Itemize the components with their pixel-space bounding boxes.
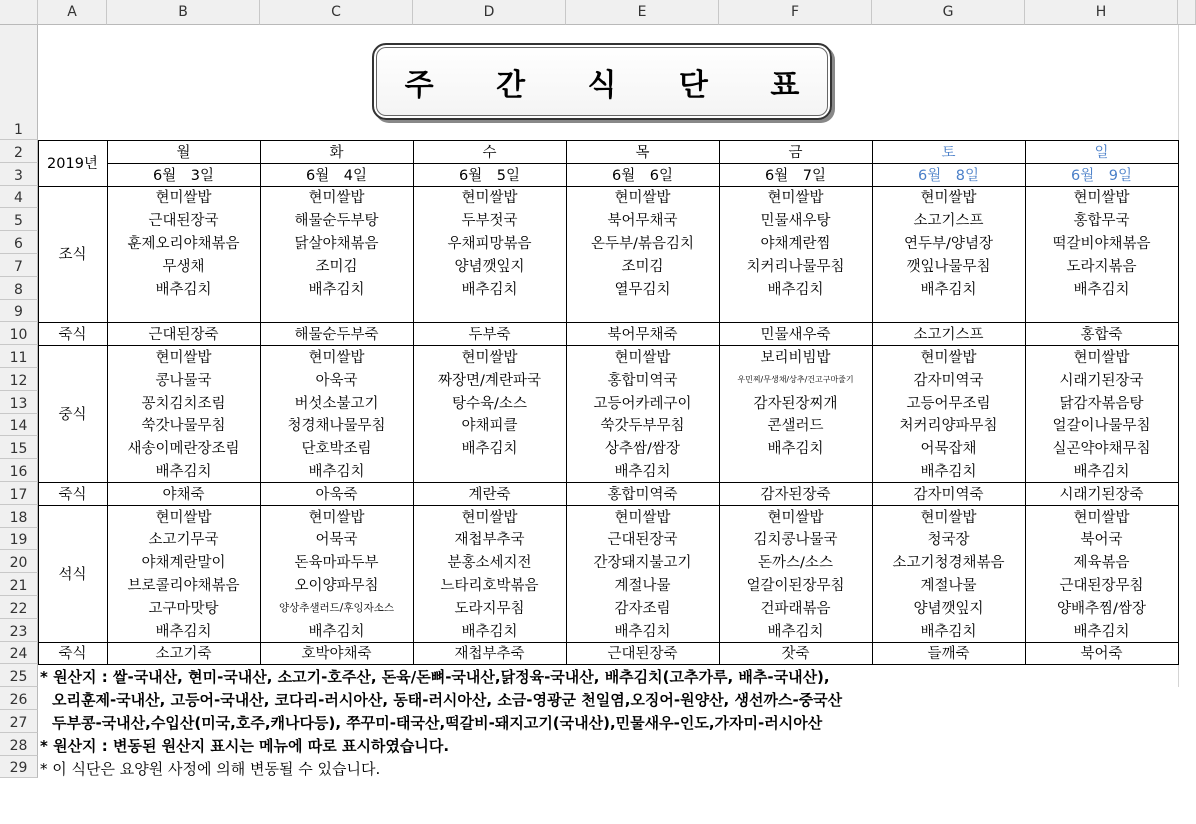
row-header-9[interactable]: 9: [0, 300, 38, 323]
menu-item: 북어무채국: [607, 213, 678, 230]
menu-item: 김치콩나물국: [753, 532, 838, 549]
menu-item: 현미쌀밥: [308, 350, 365, 367]
row-header-18[interactable]: 18: [0, 505, 38, 528]
menu-item: 두부젓국: [461, 213, 518, 230]
meal-label-porridge3: 죽식: [58, 646, 87, 663]
day-6: 토: [941, 144, 956, 161]
row-header-28[interactable]: 28: [0, 733, 38, 756]
menu-item: 짜장면/계란파국: [438, 372, 541, 389]
row-header-3[interactable]: 3: [0, 163, 38, 186]
menu-item: 현미쌀밥: [308, 509, 365, 526]
menu-item: 시래기된장국: [1059, 372, 1144, 389]
menu-item: 현미쌀밥: [767, 509, 824, 526]
row-header-1[interactable]: 1: [0, 25, 38, 140]
menu-item: 보리비빔밥: [760, 350, 831, 367]
menu-item: 배추김치: [461, 623, 518, 640]
day-3: 수: [482, 144, 497, 161]
menu-item: 재첩부추국: [454, 532, 525, 549]
menu-item: 소고기청경채볶음: [892, 555, 1005, 572]
menu-item: 민물새우탕: [760, 213, 831, 230]
menu-item: 치커리나물무침: [746, 258, 845, 275]
menu-item: 현미쌀밥: [767, 190, 824, 207]
menu-item: 깻잎나물무침: [906, 258, 991, 275]
day-1: 월: [176, 144, 191, 161]
table-border: [719, 140, 720, 664]
day-2: 화: [329, 144, 344, 161]
menu-item: 브로콜리야채볶음: [127, 578, 240, 595]
select-all-corner[interactable]: [0, 0, 38, 25]
porridge-item: 홍합죽: [1080, 327, 1123, 344]
row-header-13[interactable]: 13: [0, 391, 38, 414]
row-header-15[interactable]: 15: [0, 436, 38, 459]
porridge-item: 홍합미역죽: [607, 486, 678, 503]
date-6: 6월 8일: [918, 167, 979, 184]
menu-item: 버섯소불고기: [294, 395, 379, 412]
note-line: * 이 식단은 요양원 사정에 의해 변동될 수 있습니다.: [40, 759, 381, 778]
porridge-item: 북어무채죽: [607, 327, 678, 344]
menu-item: 쑥갓두부무침: [600, 418, 685, 435]
menu-item: 상추쌈/쌈장: [605, 441, 680, 458]
table-border: [38, 186, 1179, 187]
row-header-26[interactable]: 26: [0, 687, 38, 710]
menu-item: 고등어무조림: [906, 395, 991, 412]
row-header-16[interactable]: 16: [0, 459, 38, 482]
menu-item: 도라지볶음: [1066, 258, 1137, 275]
table-border: [260, 140, 261, 664]
date-5: 6월 7일: [765, 167, 826, 184]
porridge-item: 민물새우죽: [760, 327, 831, 344]
table-border: [38, 345, 1179, 346]
menu-item: 현미쌀밥: [155, 509, 212, 526]
menu-item: 얼갈이된장무침: [746, 578, 845, 595]
menu-item: 현미쌀밥: [614, 190, 671, 207]
table-border: [38, 642, 1179, 643]
menu-item: 닭감자볶음탕: [1059, 395, 1144, 412]
porridge-item: 근대된장죽: [148, 327, 219, 344]
table-border: [1025, 140, 1026, 664]
menu-item: [107, 300, 260, 323]
column-header-G[interactable]: G: [872, 0, 1025, 25]
menu-item: 계절나물: [920, 578, 977, 595]
menu-item: 현미쌀밥: [920, 509, 977, 526]
menu-item: 실곤약야채무침: [1052, 441, 1151, 458]
menu-item: 현미쌀밥: [614, 350, 671, 367]
menu-item: 어묵국: [315, 532, 358, 549]
menu-item: 어묵잡채: [920, 441, 977, 458]
table-border: [107, 163, 1179, 164]
menu-item: 배추김치: [920, 464, 977, 481]
menu-item: 배추김치: [308, 464, 365, 481]
menu-item: 감자미역국: [913, 372, 984, 389]
menu-item: 감자된장찌개: [753, 395, 838, 412]
menu-item: 현미쌀밥: [155, 350, 212, 367]
menu-item: 근대된장무침: [1059, 578, 1144, 595]
meal-label-porridge1: 죽식: [58, 327, 87, 344]
menu-item: 분홍소세지전: [447, 555, 532, 572]
note-line: * 원산지 : 쌀-국내산, 현미-국내산, 소고기-호주산, 돈육/돈뼈-국내산,닭정육-국내산, 배추김치(고추가루, 배추-국내산),: [40, 668, 830, 687]
date-7: 6월 9일: [1071, 167, 1132, 184]
menu-item: [260, 300, 413, 323]
table-border: [38, 322, 1179, 323]
meal-label-lunch: 중식: [58, 407, 87, 424]
date-1: 6월 3일: [153, 167, 214, 184]
row-header-25[interactable]: 25: [0, 664, 38, 687]
menu-item: 현미쌀밥: [1073, 190, 1130, 207]
meal-label-dinner: 석식: [58, 566, 87, 583]
row-header-24[interactable]: 24: [0, 642, 38, 665]
meal-label-porridge2: 죽식: [58, 486, 87, 503]
menu-item: 배추김치: [308, 281, 365, 298]
menu-item: 청국장: [927, 532, 970, 549]
column-header-A[interactable]: A: [38, 0, 107, 25]
column-header-filler: [1178, 0, 1196, 25]
porridge-item: 아욱죽: [315, 486, 358, 503]
table-border: [38, 140, 39, 664]
menu-item: 해물순두부탕: [294, 213, 379, 230]
menu-item: 돈까스/소스: [758, 555, 833, 572]
menu-item: 얼갈이나물무침: [1052, 418, 1151, 435]
column-header-H[interactable]: H: [1025, 0, 1178, 25]
row-header-4[interactable]: 4: [0, 186, 38, 209]
day-5: 금: [788, 144, 803, 161]
table-border: [872, 140, 873, 664]
porridge-item: 감자미역죽: [913, 486, 984, 503]
menu-item: [566, 300, 719, 323]
menu-item: 홍합미역국: [607, 372, 678, 389]
menu-item: 단호박조림: [301, 441, 372, 458]
menu-item: 고구마맛탕: [148, 600, 219, 617]
porridge-item: 두부죽: [468, 327, 511, 344]
menu-item: 양상추샐러드/후잉자소스: [278, 601, 395, 614]
table-border: [38, 140, 1179, 141]
menu-item: [413, 300, 566, 323]
menu-item: 배추김치: [1073, 464, 1130, 481]
row-header-7[interactable]: 7: [0, 254, 38, 277]
table-border: [413, 140, 414, 664]
date-3: 6월 5일: [459, 167, 520, 184]
menu-item: 느타리호박볶음: [440, 578, 539, 595]
menu-item: 배추김치: [155, 623, 212, 640]
menu-item: 현미쌀밥: [920, 350, 977, 367]
menu-item: 배추김치: [308, 623, 365, 640]
row-header-2[interactable]: 2: [0, 140, 38, 163]
menu-item: 배추김치: [461, 281, 518, 298]
menu-item: 떡갈비야채볶음: [1052, 236, 1151, 253]
menu-item: 아욱국: [315, 372, 358, 389]
row-header-11[interactable]: 11: [0, 345, 38, 368]
day-7: 일: [1094, 144, 1109, 161]
menu-item: 조미김: [315, 258, 358, 275]
column-header-B[interactable]: B: [107, 0, 260, 25]
menu-item: 계절나물: [614, 578, 671, 595]
menu-item: 연두부/양념장: [904, 236, 993, 253]
menu-item: 현미쌀밥: [308, 190, 365, 207]
table-border: [1178, 140, 1179, 664]
menu-item: 근대된장국: [607, 532, 678, 549]
menu-item: 도라지무침: [454, 600, 525, 617]
porridge-item: 시래기된장죽: [1059, 486, 1144, 503]
menu-item: 배추김치: [614, 464, 671, 481]
porridge-item: 해물순두부죽: [294, 327, 379, 344]
menu-item: 배추김치: [461, 441, 518, 458]
row-header-19[interactable]: 19: [0, 528, 38, 551]
menu-item: 온두부/볶음김치: [591, 236, 694, 253]
menu-item: 탕수육/소스: [452, 395, 527, 412]
row-header-5[interactable]: 5: [0, 208, 38, 231]
menu-item: 콘샐러드: [767, 418, 824, 435]
menu-item: [872, 300, 1025, 323]
menu-item: 쑥갓나물무침: [141, 418, 226, 435]
row-header-21[interactable]: 21: [0, 573, 38, 596]
column-header-D[interactable]: D: [413, 0, 566, 25]
porridge-item: 감자된장죽: [760, 486, 831, 503]
menu-item: 배추김치: [920, 281, 977, 298]
menu-item: 현미쌀밥: [461, 190, 518, 207]
row-header-23[interactable]: 23: [0, 619, 38, 642]
menu-item: [719, 300, 872, 323]
menu-item: 현미쌀밥: [461, 350, 518, 367]
menu-item: 현미쌀밥: [614, 509, 671, 526]
porridge-item: 잣죽: [781, 646, 810, 663]
menu-item: 무생채: [162, 258, 205, 275]
menu-item: 열무김치: [614, 281, 671, 298]
note-line: 두부콩-국내산,수입산(미국,호주,캐나다등), 쭈꾸미-태국산,떡갈비-돼지고기(국내산),민물새우-인도,가자미-러시아산: [52, 714, 823, 732]
porridge-item: 계란죽: [468, 486, 511, 503]
menu-title-box: [372, 43, 832, 120]
menu-item: 양념깻잎지: [454, 258, 525, 275]
menu-item: 현미쌀밥: [155, 190, 212, 207]
menu-item: 콩나물국: [155, 372, 212, 389]
date-4: 6월 6일: [612, 167, 673, 184]
column-header-E[interactable]: E: [566, 0, 719, 25]
menu-item: 우민찌/무생채/상추/건고구마줄기: [737, 374, 854, 384]
table-border: [38, 505, 1179, 506]
porridge-item: 소고기스프: [913, 327, 984, 344]
table-border: [566, 140, 567, 664]
menu-item: 야채계란말이: [141, 555, 226, 572]
menu-item: 소고기스프: [913, 213, 984, 230]
menu-item: 돈육마파두부: [294, 555, 379, 572]
row-header-6[interactable]: 6: [0, 231, 38, 254]
row-header-27[interactable]: 27: [0, 710, 38, 733]
menu-item: 배추김치: [155, 281, 212, 298]
menu-item: 간장돼지불고기: [593, 555, 692, 572]
day-4: 목: [635, 144, 650, 161]
menu-item: 야채계란찜: [760, 236, 831, 253]
menu-item: 소고기무국: [148, 532, 219, 549]
table-border: [38, 664, 1179, 665]
column-header-C[interactable]: C: [260, 0, 413, 25]
page-title: 주 간 식 단 표: [404, 67, 826, 103]
menu-item: 배추김치: [920, 623, 977, 640]
column-header-F[interactable]: F: [719, 0, 872, 25]
menu-item: 배추김치: [767, 281, 824, 298]
row-header-29[interactable]: 29: [0, 756, 38, 779]
menu-item: 현미쌀밥: [920, 190, 977, 207]
menu-item: 오이양파무침: [294, 578, 379, 595]
porridge-item: 호박야채죽: [301, 646, 372, 663]
menu-item: 훈제오리야채볶음: [127, 236, 240, 253]
row-header-17[interactable]: 17: [0, 482, 38, 505]
row-header-14[interactable]: 14: [0, 414, 38, 437]
menu-item: [719, 459, 872, 482]
note-line: 오리훈제-국내산, 고등어-국내산, 코다리-러시아산, 동태-러시아산, 소금-영광군 천일염,오징어-원양산, 생선까스-중국산: [52, 691, 843, 710]
year-label: 2019년: [47, 156, 98, 173]
menu-item: 현미쌀밥: [461, 509, 518, 526]
porridge-item: 들깨죽: [927, 646, 970, 663]
menu-item: 배추김치: [767, 441, 824, 458]
porridge-item: 소고기죽: [155, 646, 212, 663]
menu-item: 양념깻잎지: [913, 600, 984, 617]
menu-item: 새송이메란장조림: [127, 441, 240, 458]
menu-item: 배추김치: [1073, 281, 1130, 298]
menu-item: 닭살야채볶음: [294, 236, 379, 253]
row-header-22[interactable]: 22: [0, 596, 38, 619]
menu-item: 야채피클: [461, 418, 518, 435]
menu-item: 꽁치김치조림: [141, 395, 226, 412]
menu-item: 홍합무국: [1073, 213, 1130, 230]
row-header-10[interactable]: 10: [0, 322, 38, 345]
menu-item: 청경채나물무침: [287, 418, 386, 435]
menu-item: 배추김치: [1073, 623, 1130, 640]
row-header-8[interactable]: 8: [0, 277, 38, 300]
menu-item: 북어국: [1080, 532, 1123, 549]
menu-item: 배추김치: [155, 464, 212, 481]
menu-item: 처커리양파무침: [899, 418, 998, 435]
meal-label-breakfast: 조식: [58, 247, 87, 264]
menu-item: 우채피망볶음: [447, 236, 532, 253]
menu-item: [413, 459, 566, 482]
menu-item: [1025, 300, 1178, 323]
menu-item: 현미쌀밥: [1073, 509, 1130, 526]
menu-item: 배추김치: [767, 623, 824, 640]
row-header-20[interactable]: 20: [0, 550, 38, 573]
porridge-item: 재첩부추죽: [454, 646, 525, 663]
menu-item: 건파래볶음: [760, 600, 831, 617]
porridge-item: 근대된장죽: [607, 646, 678, 663]
table-border: [107, 140, 108, 664]
porridge-item: 야채죽: [162, 486, 205, 503]
porridge-item: 북어죽: [1080, 646, 1123, 663]
menu-item: 고등어카레구이: [593, 395, 692, 412]
table-border: [38, 482, 1179, 483]
row-header-12[interactable]: 12: [0, 368, 38, 391]
menu-item: 감자조림: [614, 600, 671, 617]
menu-item: 근대된장국: [148, 213, 219, 230]
note-line: * 원산지 : 변동된 원산지 표시는 메뉴에 따로 표시하였습니다.: [40, 736, 450, 755]
menu-item: 제육볶음: [1073, 555, 1130, 572]
menu-item: 조미김: [621, 258, 664, 275]
menu-item: 현미쌀밥: [1073, 350, 1130, 367]
date-2: 6월 4일: [306, 167, 367, 184]
menu-item: 배추김치: [614, 623, 671, 640]
menu-item: 양배추찜/쌈장: [1057, 600, 1146, 617]
